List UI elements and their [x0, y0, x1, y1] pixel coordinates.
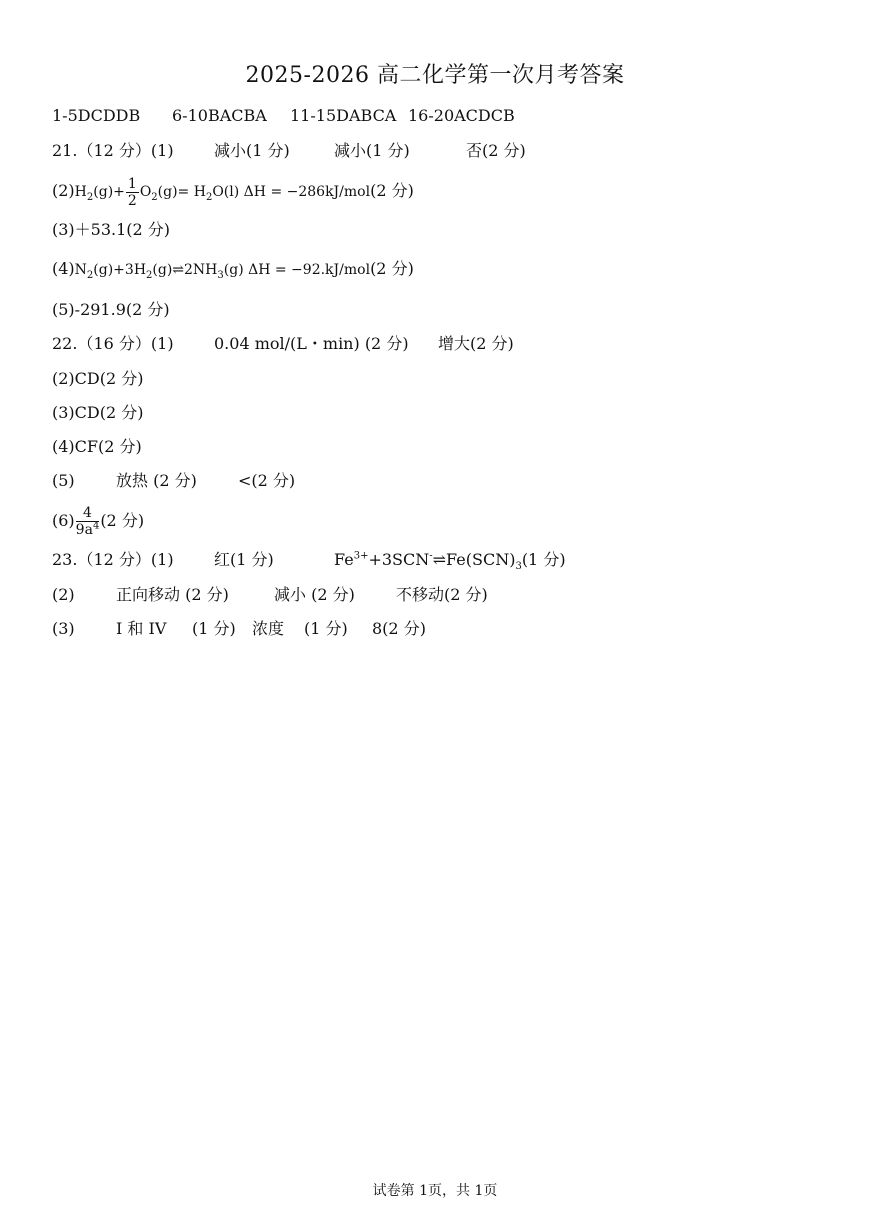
q23-part3-answer-1: I 和 IV — [116, 619, 167, 638]
eq-sub: 2 — [86, 269, 94, 281]
q22-part6 — [52, 503, 144, 539]
q23-part3-answer-2: 浓度 — [252, 619, 285, 638]
q23-answer-1: 红(1 分) — [214, 550, 274, 569]
eq-text: (g)+ — [93, 184, 125, 200]
q21-heading: 21.（12 分）(1) — [52, 141, 174, 160]
fraction-answer — [76, 505, 100, 538]
eq-text: ⇌Fe(SCN) — [432, 550, 516, 569]
fraction-numerator: 4 — [76, 505, 100, 522]
eq-sub: 2 — [146, 269, 153, 281]
q21-part4-label: (4) — [52, 259, 75, 278]
q23-heading: 23.（12 分）(1) — [52, 550, 174, 569]
q21-part2-equation — [52, 174, 414, 208]
fraction-denominator: 9a — [75, 522, 93, 538]
q23-part2-answer-2: 减小 (2 分) — [274, 585, 355, 604]
q22-part4: (4)CF(2 分) — [52, 437, 142, 456]
q23-part3-answer-3: 8(2 分) — [372, 619, 426, 638]
exponent: 4 — [92, 520, 100, 532]
score: (2 分) — [370, 259, 414, 278]
eq-sub: 2 — [86, 191, 94, 203]
q22-part3: (3)CD(2 分) — [52, 403, 144, 422]
q22-part5-label: (5) — [52, 471, 75, 490]
q21-part2-label: (2) — [52, 181, 75, 200]
q22-part5-answer-2: <(2 分) — [238, 471, 296, 490]
eq-text: (g)⇌2NH — [152, 262, 218, 278]
q22-answer-2: 增大(2 分) — [438, 334, 514, 353]
q21-answer-3: 否(2 分) — [466, 141, 526, 160]
eq-sub: 2 — [151, 191, 158, 203]
mcq-group-2: 6-10BACBA — [172, 106, 267, 125]
eq-sub-3: 3 — [217, 269, 224, 281]
fraction-numerator: 1 — [127, 175, 137, 192]
mcq-group-3: 11-15DABCA — [290, 106, 397, 125]
eq-h2: H — [74, 184, 87, 200]
q21-part4-equation — [52, 257, 414, 281]
q21-part5: (5)-291.9(2 分) — [52, 300, 170, 319]
eq-text: (g) — [223, 262, 244, 278]
enthalpy-change: ΔH = −286kJ/mol — [243, 184, 371, 200]
fraction-one-half — [126, 176, 139, 209]
eq-text: +3SCN — [368, 550, 430, 569]
q21-answer-1: 减小(1 分) — [214, 141, 290, 160]
eq-n2: N — [74, 262, 87, 278]
q23-part3-score-1: (1 分) — [192, 619, 236, 638]
eq-charge: - — [429, 550, 433, 562]
mcq-group-1: 1-5DCDDB — [52, 106, 141, 125]
eq-fe: Fe — [334, 550, 354, 569]
q23-part2-answer-1: 正向移动 (2 分) — [116, 585, 229, 604]
page-title: 2025-2026 高二化学第一次月考答案 — [245, 63, 625, 88]
q23-part3-score-2: (1 分) — [304, 619, 348, 638]
fraction-denominator: 2 — [127, 192, 137, 209]
q23-equation — [334, 548, 566, 572]
mcq-group-4: 16-20ACDCB — [408, 106, 515, 125]
q21-part3: (3)＋53.1(2 分) — [52, 220, 171, 239]
q22-part2: (2)CD(2 分) — [52, 369, 144, 388]
page-footer: 试卷第 1页，共 1页 — [372, 1183, 498, 1199]
eq-text: O(l) — [212, 184, 240, 200]
eq-text: (g)= H — [157, 184, 206, 200]
q23-part2-label: (2) — [52, 585, 75, 604]
q23-part3-label: (3) — [52, 619, 75, 638]
score: (1 分) — [521, 550, 566, 569]
score: (2 分) — [370, 181, 414, 200]
q22-part5-answer-1: 放热 (2 分) — [116, 471, 197, 490]
eq-text: (g)+3H — [93, 262, 147, 278]
eq-sub: 3 — [515, 561, 522, 573]
q23-part2-answer-3: 不移动(2 分) — [396, 585, 488, 604]
eq-charge: 3+ — [353, 550, 369, 562]
q22-heading: 22.（16 分）(1) — [52, 334, 174, 353]
q22-answer-1: 0.04 mol/(L・min) (2 分) — [214, 334, 409, 353]
score: (2 分) — [100, 511, 145, 530]
q21-answer-2: 减小(1 分) — [334, 141, 410, 160]
q22-part6-label: (6) — [52, 511, 75, 530]
enthalpy-change: ΔH = −92.kJ/mol — [248, 262, 371, 278]
eq-sub: 2 — [205, 191, 213, 203]
eq-o2: O — [139, 184, 152, 200]
